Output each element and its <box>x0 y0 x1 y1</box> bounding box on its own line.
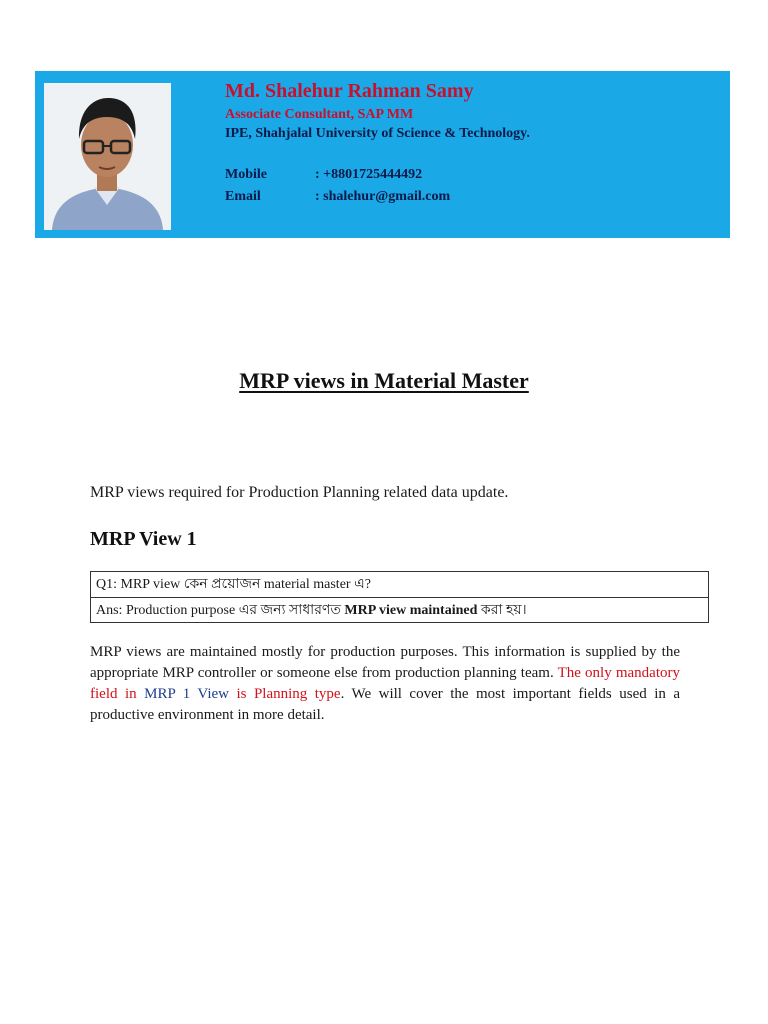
paragraph-part-1: MRP views are maintained mostly for production purposes. This information is supplied by the appropriate MRP controller or someone else from production planning team. <box>90 644 680 681</box>
profile-role: Associate Consultant, SAP MM <box>225 107 414 122</box>
question-bangla: কেন প্রয়োজন <box>183 577 261 592</box>
paragraph-part-5: . We will cover the most important fields used in a productive environment in more detail. <box>90 686 680 723</box>
answer-suffix: করা হয়। <box>477 603 527 618</box>
mobile-value: : +8801725444492 <box>315 167 423 182</box>
person-portrait-icon <box>44 83 171 230</box>
profile-organization: IPE, Shahjalal University of Science & Technology. <box>225 126 530 141</box>
email-label: Email <box>225 189 261 204</box>
profile-header-banner <box>35 71 730 238</box>
answer-prefix: Ans: Production purpose <box>96 603 239 618</box>
intro-sentence: MRP views required for Production Planning related data update. <box>90 484 509 501</box>
qa-table <box>90 571 709 623</box>
question-prefix: Q1: MRP view <box>96 577 184 592</box>
document-title-text: MRP views in Material Master <box>239 368 529 393</box>
paragraph-highlight-blue: MRP 1 View <box>144 686 229 702</box>
profile-photo <box>44 83 171 230</box>
qa-answer-row <box>91 597 708 622</box>
profile-name: Md. Shalehur Rahman Samy <box>225 80 474 102</box>
paragraph-highlight-red-2: is Planning type <box>229 686 341 702</box>
paragraph-highlight-red-1: The only mandatory field in <box>90 665 680 702</box>
email-value[interactable]: : shalehur@gmail.com <box>315 189 451 204</box>
qa-question-row <box>91 572 708 597</box>
contact-email-row <box>225 189 450 205</box>
answer-bold: MRP view maintained <box>344 603 478 618</box>
mobile-label: Mobile <box>225 167 267 182</box>
contact-mobile-row <box>225 167 422 183</box>
section-heading: MRP View 1 <box>90 528 197 550</box>
body-paragraph <box>90 642 680 726</box>
answer-bangla: এর জন্য সাধারণত <box>238 603 345 618</box>
document-title <box>0 368 768 394</box>
question-suffix: material master এ? <box>260 577 371 592</box>
